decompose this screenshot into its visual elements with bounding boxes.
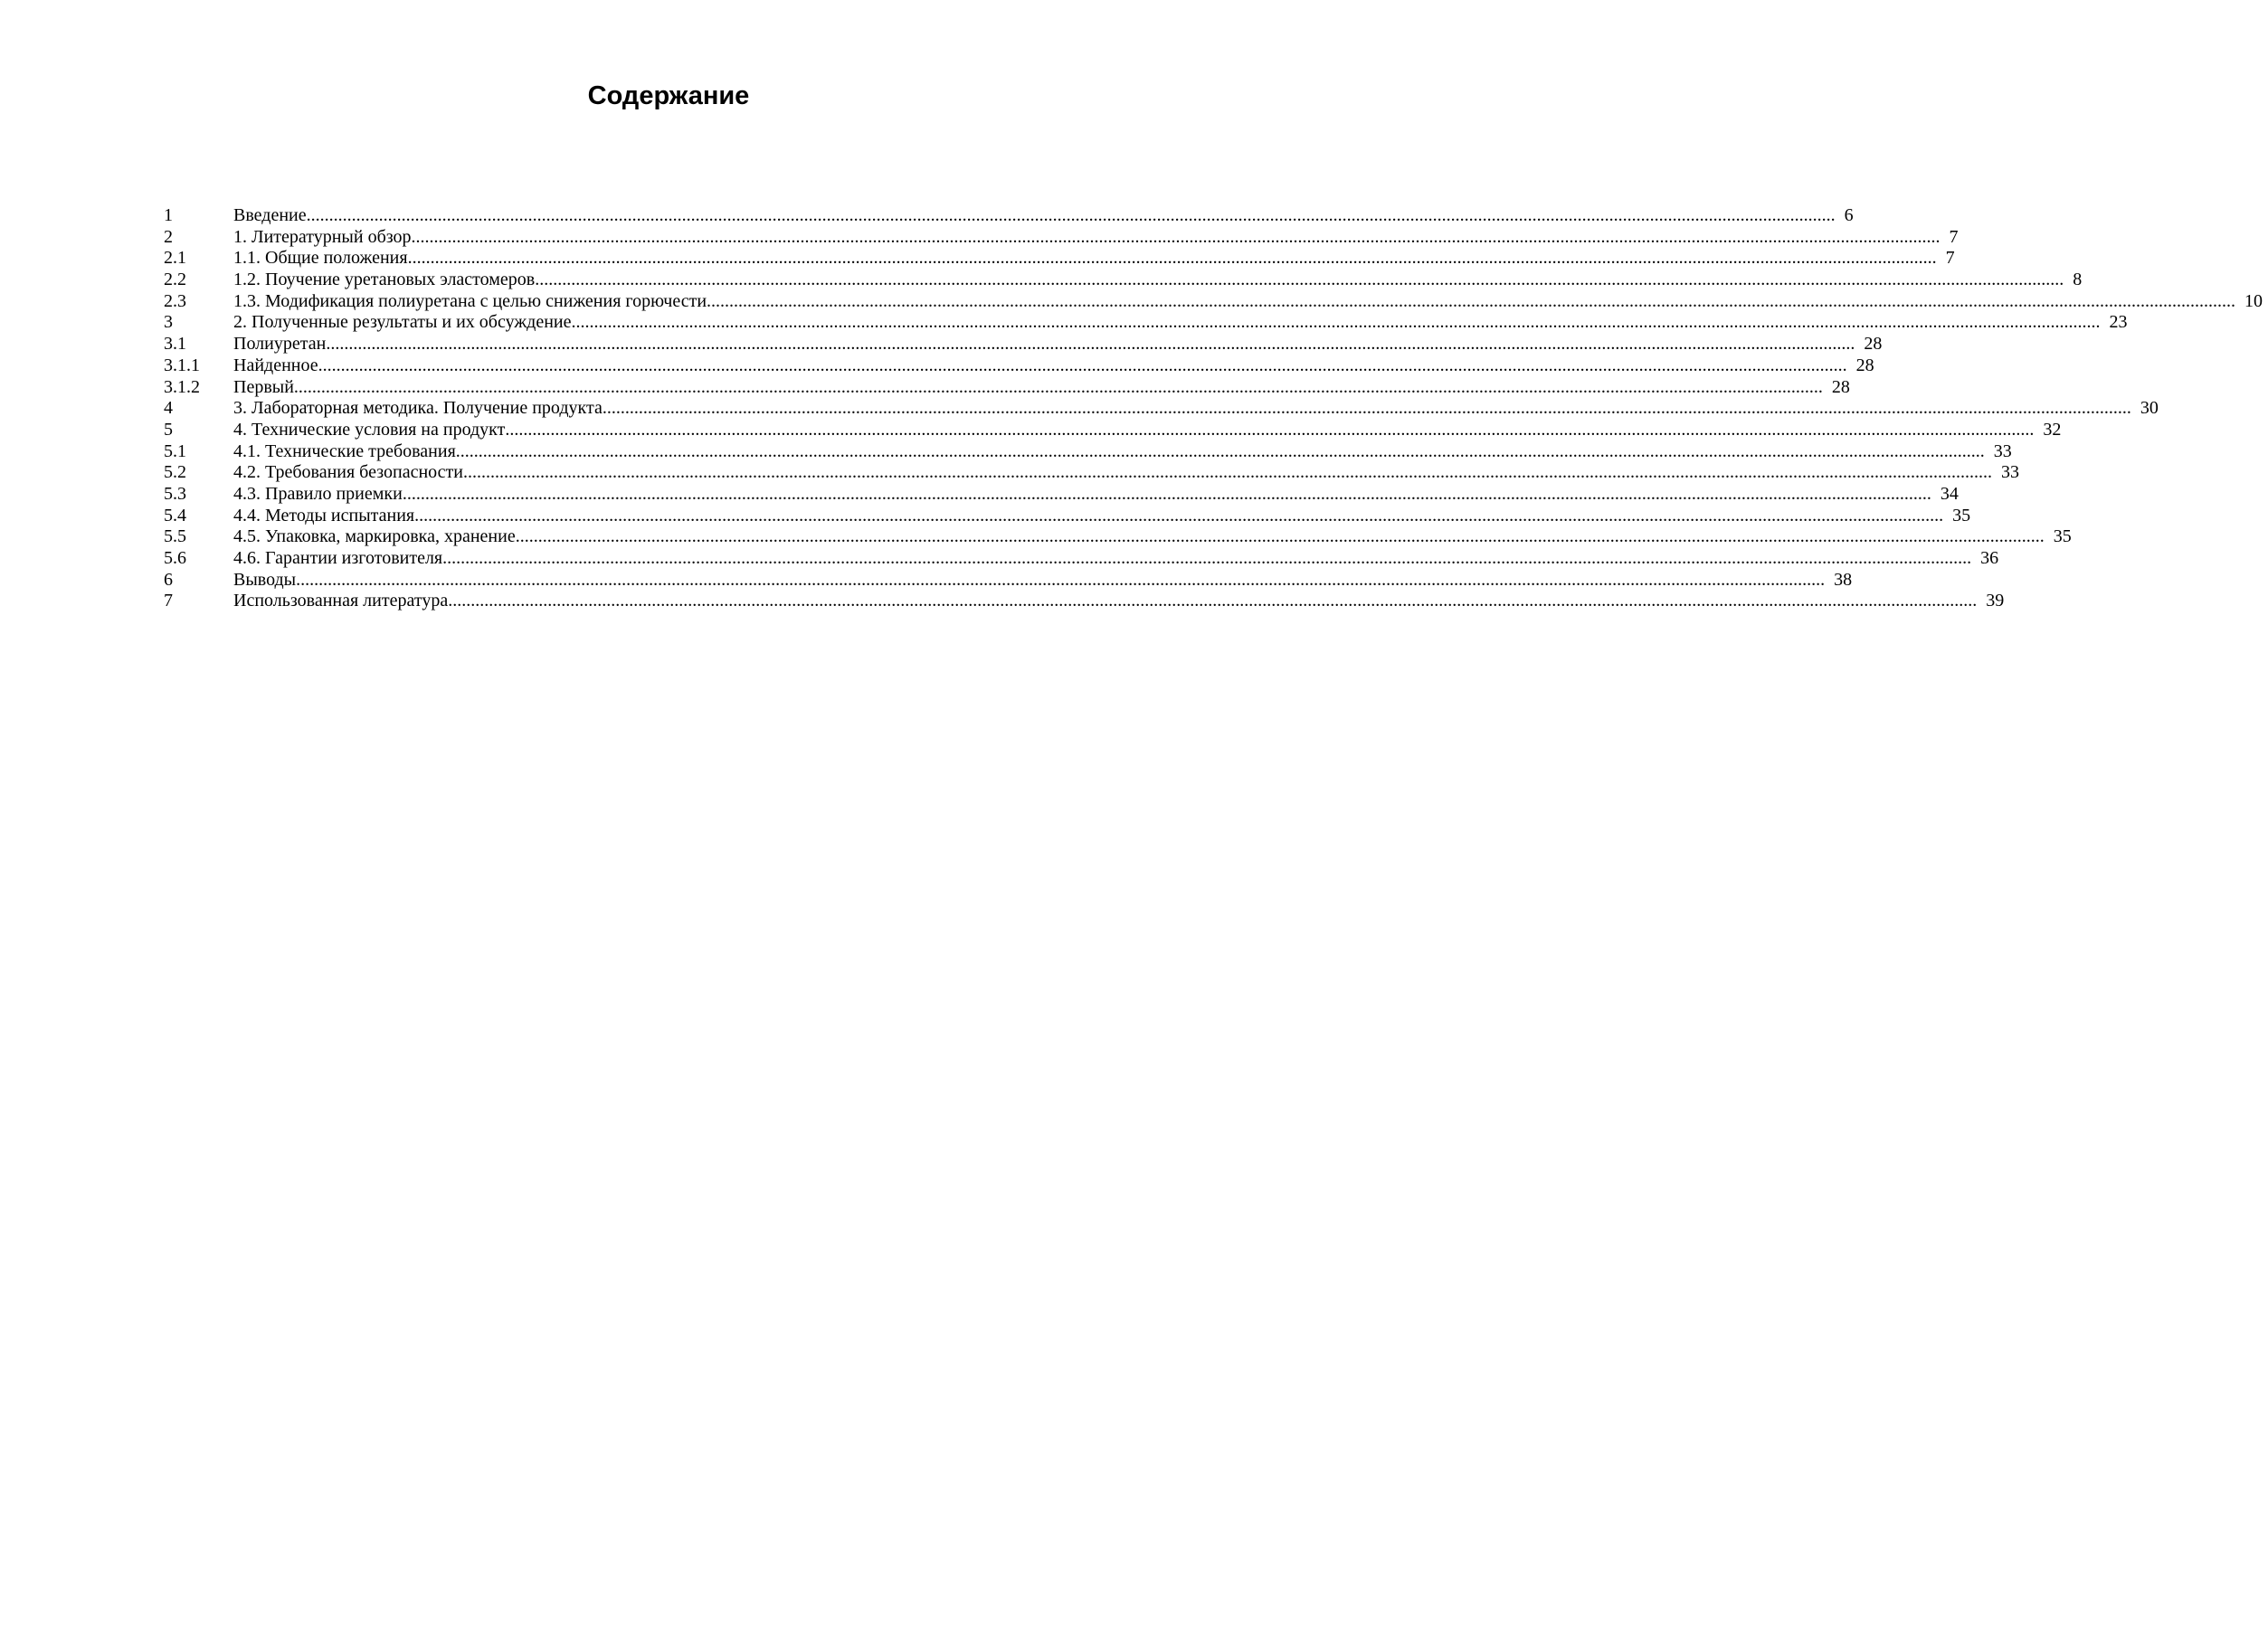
- toc-entry-number: 7: [164, 591, 173, 611]
- dot-leader: [535, 270, 2064, 291]
- toc-entry[interactable]: [164, 591, 2005, 612]
- toc-entry-number: 5: [164, 419, 173, 440]
- toc-entry-number: 3.1.2: [164, 376, 200, 397]
- toc-entry-number: 3.1.1: [164, 355, 200, 375]
- toc-entry-number: 3.1: [164, 334, 186, 355]
- toc-entry-number: 1: [164, 205, 173, 225]
- toc-entry[interactable]: [164, 205, 1854, 227]
- dot-leader: [603, 398, 2131, 420]
- toc-entry-page: 36: [1980, 548, 1999, 568]
- dot-leader: [707, 291, 2235, 313]
- toc-entry-page: 28: [1855, 355, 1874, 375]
- toc-entry-title: 4.5. Упаковка, маркировка, хранение: [233, 526, 516, 547]
- toc-entry-page: 39: [1986, 591, 2005, 611]
- toc-entry-page: 30: [2140, 398, 2159, 419]
- toc-entry-page: 28: [1864, 334, 1883, 355]
- toc-entry-number: 3: [164, 312, 173, 333]
- dot-leader: [456, 441, 1985, 463]
- dot-leader: [414, 506, 1943, 527]
- toc-entry-page: 34: [1940, 483, 1959, 504]
- page-title: Содержание: [587, 81, 750, 110]
- toc-entry[interactable]: [164, 462, 2019, 484]
- toc-entry-title: 4.2. Требования безопасности: [233, 462, 463, 483]
- toc-entry-page: 33: [1993, 440, 2012, 461]
- toc-entry-page: 35: [1952, 505, 1971, 525]
- toc-entry-number: 5.1: [164, 440, 186, 461]
- dot-leader: [448, 591, 1977, 612]
- toc-entry-page: 35: [2053, 526, 2072, 547]
- dot-leader: [572, 312, 2101, 334]
- toc-entry[interactable]: [164, 569, 1853, 592]
- dot-leader: [408, 248, 1937, 270]
- toc-entry-number: 5.3: [164, 483, 186, 504]
- toc-entry[interactable]: [164, 226, 1959, 249]
- dot-leader: [326, 334, 1855, 355]
- toc-entry-page: 7: [1949, 226, 1959, 247]
- toc-entry-number: 5.6: [164, 548, 186, 568]
- dot-leader: [442, 548, 1971, 570]
- dot-leader: [516, 526, 2045, 548]
- toc-entry[interactable]: [164, 398, 2159, 420]
- toc-entry-number: 2.2: [164, 270, 186, 290]
- toc-entry-title: Найденное: [233, 355, 318, 375]
- toc-entry-number: 6: [164, 569, 173, 590]
- toc-entry-page: 32: [2043, 419, 2062, 440]
- dot-leader: [463, 462, 1992, 484]
- toc-entry-number: 2.3: [164, 290, 186, 311]
- toc-entry-page: 7: [1945, 248, 1955, 269]
- toc-entry[interactable]: [164, 312, 2128, 334]
- toc-entry-title: 1. Литературный обзор: [233, 226, 412, 247]
- toc-entry-title: Использованная литература: [233, 591, 449, 611]
- toc-entry-number: 4: [164, 398, 173, 419]
- toc-entry-title: 3. Лабораторная методика. Получение продукта: [233, 398, 603, 419]
- toc-entry[interactable]: [164, 526, 2072, 548]
- toc-entry-page: 28: [1831, 376, 1850, 397]
- toc-entry-title: Полиуретан: [233, 334, 327, 355]
- dot-leader: [294, 377, 1823, 399]
- toc-entry-title: 1.3. Модификация полиуретана с целью снижения горючести: [233, 290, 707, 311]
- toc-entry-page: 6: [1844, 205, 1854, 225]
- toc-entry-number: 5.4: [164, 505, 186, 525]
- toc-entry-title: 4.4. Методы испытания: [233, 505, 415, 525]
- dot-leader: [403, 484, 1931, 506]
- toc-entry-number: 5.5: [164, 526, 186, 547]
- toc-entry-title: 1.1. Общие положения: [233, 248, 408, 269]
- table-of-contents: [164, 205, 2263, 612]
- toc-entry[interactable]: [164, 376, 1850, 399]
- toc-entry-title: 4. Технические условия на продукт: [233, 419, 506, 440]
- toc-entry-title: 4.6. Гарантии изготовителя: [233, 548, 443, 568]
- toc-entry[interactable]: [164, 505, 1971, 527]
- toc-entry[interactable]: [164, 548, 1999, 570]
- toc-entry[interactable]: [164, 270, 2083, 291]
- toc-entry[interactable]: [164, 355, 1874, 377]
- toc-entry-number: 5.2: [164, 462, 186, 483]
- toc-entry[interactable]: [164, 334, 1883, 355]
- toc-entry-number: 2: [164, 226, 173, 247]
- toc-entry[interactable]: [164, 248, 1955, 270]
- dot-leader: [307, 205, 1836, 227]
- toc-entry[interactable]: [164, 483, 1959, 506]
- dot-leader: [296, 570, 1825, 592]
- toc-entry[interactable]: [164, 419, 2062, 441]
- toc-entry-number: 2.1: [164, 248, 186, 269]
- dot-leader: [505, 420, 2034, 441]
- toc-entry-title: 4.3. Правило приемки: [233, 483, 403, 504]
- toc-entry-title: Первый: [233, 376, 294, 397]
- dot-leader: [318, 355, 1847, 377]
- dot-leader: [412, 227, 1941, 249]
- toc-entry-page: 10: [2244, 290, 2263, 311]
- toc-entry-title: 4.1. Технические требования: [233, 440, 456, 461]
- toc-entry-page: 38: [1834, 569, 1853, 590]
- toc-entry-page: 23: [2109, 312, 2128, 333]
- toc-entry[interactable]: [164, 290, 2263, 313]
- toc-entry-title: 2. Полученные результаты и их обсуждение: [233, 312, 572, 333]
- toc-entry-page: 33: [2000, 462, 2019, 483]
- toc-entry-title: Введение: [233, 205, 307, 225]
- toc-entry[interactable]: [164, 440, 2012, 463]
- toc-entry-title: Выводы: [233, 569, 297, 590]
- toc-entry-title: 1.2. Поучение уретановых эластомеров: [233, 270, 536, 290]
- toc-entry-page: 8: [2073, 270, 2083, 290]
